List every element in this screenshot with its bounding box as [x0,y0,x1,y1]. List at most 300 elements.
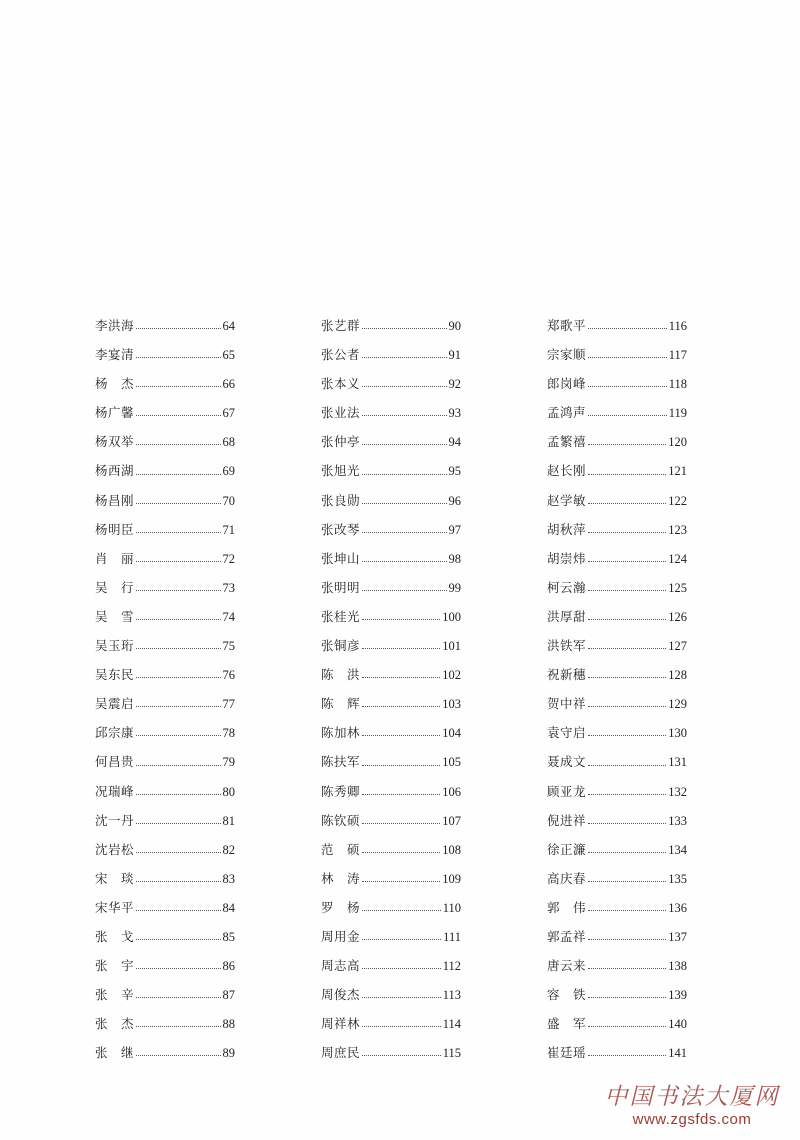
entry-name: 柯云瀚 [547,579,587,595]
entry-name: 吴震启 [95,696,135,712]
dot-leader [362,1026,441,1027]
dot-leader [588,735,666,736]
entry-name: 崔廷瑶 [547,1045,587,1061]
index-entry [321,1038,461,1067]
entry-page-number: 134 [668,842,687,857]
entry-page-number: 73 [222,580,235,595]
dot-leader [362,444,446,445]
dot-leader [588,532,666,533]
dot-leader [136,357,220,358]
dot-leader [362,357,446,358]
entry-page-number: 121 [668,464,687,479]
entry-page-number: 141 [668,1046,687,1061]
index-entry [95,777,235,806]
entry-page-number: 112 [442,959,461,974]
entry-name: 胡秋萍 [547,521,587,537]
index-entry [95,1038,235,1067]
dot-leader [588,648,666,649]
dot-leader [136,444,220,445]
entry-name: 聂成文 [547,754,587,770]
entry-page-number: 113 [442,988,461,1003]
dot-leader [362,648,440,649]
dot-leader [588,619,666,620]
dot-leader [362,706,440,707]
index-entry [321,864,461,893]
entry-name: 张改琴 [321,521,361,537]
index-entry [547,515,687,544]
dot-leader [588,415,667,416]
dot-leader [136,910,220,911]
dot-leader [362,735,440,736]
index-entry [95,486,235,515]
dot-leader [588,328,667,329]
entry-name: 宋华平 [95,899,135,915]
index-column-1 [95,311,235,1067]
dot-leader [136,415,220,416]
entry-page-number: 83 [222,871,235,886]
entry-name: 赵长刚 [547,463,587,479]
entry-page-number: 68 [222,435,235,450]
entry-name: 张 杰 [95,1016,135,1032]
index-entry [321,951,461,980]
index-entry [547,369,687,398]
entry-page-number: 65 [222,348,235,363]
entry-name: 张铜彦 [321,638,361,654]
entry-name: 顾亚龙 [547,783,587,799]
index-entry [547,806,687,835]
dot-leader [588,561,666,562]
entry-name: 杨昌刚 [95,492,135,508]
dot-leader [588,794,666,795]
dot-leader [136,706,220,707]
dot-leader [136,1055,220,1056]
entry-name: 容 铁 [547,987,587,1003]
index-entry [321,835,461,864]
dot-leader [136,1026,220,1027]
index-entry [547,689,687,718]
index-entry [321,369,461,398]
entry-page-number: 102 [442,668,461,683]
index-entry [547,660,687,689]
index-entry [95,340,235,369]
dot-leader [362,765,440,766]
dot-leader [588,357,667,358]
entry-name: 周志高 [321,958,361,974]
entry-page-number: 71 [222,522,235,537]
entry-name: 陈 洪 [321,667,361,683]
entry-page-number: 91 [448,348,461,363]
entry-name: 陈 辉 [321,696,361,712]
entry-page-number: 125 [668,580,687,595]
entry-name: 吴玉珩 [95,638,135,654]
entry-name: 杨 杰 [95,376,135,392]
dot-leader [588,881,666,882]
index-entry [547,835,687,864]
dot-leader [136,619,220,620]
index-entry [547,718,687,747]
entry-name: 倪进祥 [547,812,587,828]
entry-name: 徐正濂 [547,841,587,857]
entry-page-number: 107 [442,813,461,828]
entry-page-number: 64 [222,319,235,333]
index-entry [321,398,461,427]
entry-name: 郑歌平 [547,318,587,333]
index-entry [547,864,687,893]
entry-page-number: 78 [222,726,235,741]
entry-page-number: 96 [448,493,461,508]
index-entry [547,398,687,427]
entry-name: 张良勋 [321,492,361,508]
dot-leader [588,503,666,504]
entry-page-number: 87 [222,988,235,1003]
entry-page-number: 116 [668,319,687,333]
index-entry [321,1009,461,1038]
entry-page-number: 105 [442,755,461,770]
entry-name: 沈一丹 [95,812,135,828]
index-entry [321,980,461,1009]
index-entry [95,951,235,980]
entry-page-number: 94 [448,435,461,450]
index-column-3 [547,311,687,1067]
entry-name: 洪铁军 [547,638,587,654]
index-entry [321,311,461,340]
index-entry [95,544,235,573]
dot-leader [588,386,667,387]
index-entry [95,398,235,427]
index-entry [547,486,687,515]
entry-page-number: 89 [222,1046,235,1061]
index-entry [547,1009,687,1038]
index-entry [547,340,687,369]
index-entry [547,544,687,573]
entry-name: 范 硕 [321,841,361,857]
index-entry [321,631,461,660]
site-watermark [602,1078,782,1128]
entry-page-number: 85 [222,929,235,944]
dot-leader [362,997,441,998]
dot-leader [136,881,220,882]
entry-page-number: 72 [222,551,235,566]
entry-name: 宗家顺 [547,347,587,363]
entry-page-number: 67 [222,406,235,421]
dot-leader [588,939,666,940]
dot-leader [362,910,441,911]
index-entry [547,1038,687,1067]
entry-name: 陈加林 [321,725,361,741]
entry-name: 周祥林 [321,1016,361,1032]
dot-leader [136,765,220,766]
index-entry [321,893,461,922]
index-entry [95,893,235,922]
entry-name: 李宴清 [95,347,135,363]
entry-page-number: 79 [222,755,235,770]
index-entry [95,515,235,544]
entry-page-number: 135 [668,871,687,886]
dot-leader [588,997,666,998]
index-entry [321,515,461,544]
entry-name: 郎岗峰 [547,376,587,392]
entry-name: 陈秀卿 [321,783,361,799]
entry-name: 宋 琰 [95,870,135,886]
entry-name: 赵学敏 [547,492,587,508]
index-entry [321,689,461,718]
entry-page-number: 74 [222,609,235,624]
entry-name: 周庶民 [321,1045,361,1061]
dot-leader [362,386,446,387]
index-entry [95,660,235,689]
entry-page-number: 97 [448,522,461,537]
entry-name: 陈钦硕 [321,812,361,828]
entry-name: 陈扶军 [321,754,361,770]
entry-page-number: 69 [222,464,235,479]
index-entry [95,864,235,893]
entry-page-number: 122 [668,493,687,508]
entry-name: 况瑞峰 [95,783,135,799]
entry-page-number: 108 [442,842,461,857]
index-entry [321,777,461,806]
entry-page-number: 106 [442,784,461,799]
dot-leader [362,794,440,795]
entry-page-number: 123 [668,522,687,537]
entry-page-number: 128 [668,668,687,683]
dot-leader [588,852,666,853]
dot-leader [362,328,446,329]
entry-page-number: 127 [668,639,687,654]
entry-name: 唐云来 [547,958,587,974]
entry-name: 张 辛 [95,987,135,1003]
index-entry [547,777,687,806]
dot-leader [362,939,441,940]
entry-page-number: 132 [668,784,687,799]
index-entry [95,835,235,864]
index-entry [321,602,461,631]
dot-leader [588,590,666,591]
entry-name: 祝新穗 [547,667,587,683]
dot-leader [588,765,666,766]
index-entry [95,747,235,776]
index-entry [95,980,235,1009]
entry-page-number: 136 [668,900,687,915]
index-entry [547,747,687,776]
entry-page-number: 84 [222,900,235,915]
entry-page-number: 124 [668,551,687,566]
entry-name: 杨双举 [95,434,135,450]
dot-leader [136,532,220,533]
entry-name: 洪厚甜 [547,608,587,624]
dot-leader [136,939,220,940]
entry-page-number: 138 [668,959,687,974]
entry-page-number: 115 [442,1046,461,1061]
dot-leader [588,910,666,911]
entry-name: 张明明 [321,579,361,595]
index-entry [321,340,461,369]
entry-page-number: 75 [222,639,235,654]
index-entry [321,718,461,747]
entry-name: 张 戈 [95,928,135,944]
index-entry [547,631,687,660]
entry-page-number: 99 [448,580,461,595]
entry-name: 张仲亭 [321,434,361,450]
entry-page-number: 100 [442,609,461,624]
index-entry [547,922,687,951]
index-entry [547,951,687,980]
entry-page-number: 109 [442,871,461,886]
index-entry [547,427,687,456]
dot-leader [136,474,220,475]
entry-name: 张本义 [321,376,361,392]
dot-leader [136,503,220,504]
entry-name: 吴 行 [95,579,135,595]
entry-name: 高庆春 [547,870,587,886]
dot-leader [136,386,220,387]
index-entry [547,311,687,340]
entry-name: 吴东民 [95,667,135,683]
index-entry [321,427,461,456]
entry-page-number: 93 [448,406,461,421]
entry-page-number: 140 [668,1017,687,1032]
entry-page-number: 110 [442,900,461,915]
entry-page-number: 101 [442,639,461,654]
index-entry [547,980,687,1009]
index-entry [95,631,235,660]
dot-leader [136,997,220,998]
dot-leader [362,474,446,475]
index-entry [547,893,687,922]
index-entry [547,573,687,602]
dot-leader [362,532,446,533]
index-entry [547,602,687,631]
index-entry [321,922,461,951]
entry-page-number: 111 [443,929,461,944]
dot-leader [362,968,441,969]
entry-page-number: 95 [448,464,461,479]
entry-name: 杨明臣 [95,521,135,537]
index-entry [95,456,235,485]
index-entry [321,486,461,515]
entry-page-number: 77 [222,697,235,712]
entry-name: 张桂光 [321,608,361,624]
entry-name: 杨西湖 [95,463,135,479]
entry-name: 吴 雪 [95,608,135,624]
dot-leader [588,968,666,969]
entry-name: 张 宇 [95,958,135,974]
entry-page-number: 133 [668,813,687,828]
dot-leader [362,619,440,620]
dot-leader [136,328,220,329]
entry-name: 孟鸿声 [547,405,587,421]
entry-name: 胡崇炜 [547,550,587,566]
dot-leader [362,415,446,416]
dot-leader [136,677,220,678]
index-entry [321,806,461,835]
dot-leader [362,823,440,824]
index-entry [321,747,461,776]
entry-page-number: 117 [668,348,687,363]
index-column-2 [321,311,461,1067]
entry-name: 郭孟祥 [547,928,587,944]
dot-leader [136,735,220,736]
dot-leader [362,677,440,678]
entry-page-number: 90 [448,319,461,333]
entry-page-number: 114 [442,1017,461,1032]
entry-page-number: 129 [668,697,687,712]
entry-name: 孟繁禧 [547,434,587,450]
dot-leader [588,444,666,445]
entry-name: 罗 杨 [321,899,361,915]
index-entry [321,573,461,602]
dot-leader [362,561,446,562]
watermark-url: www.zgsfds.com [632,1111,752,1128]
dot-leader [588,677,666,678]
entry-page-number: 130 [668,726,687,741]
entry-page-number: 120 [668,435,687,450]
entry-page-number: 137 [668,929,687,944]
index-entry [95,369,235,398]
index-entry [95,311,235,340]
entry-page-number: 92 [448,377,461,392]
entry-name: 沈岩松 [95,841,135,857]
entry-name: 张公者 [321,347,361,363]
entry-name: 袁守启 [547,725,587,741]
entry-name: 林 涛 [321,870,361,886]
index-entry [95,718,235,747]
entry-name: 张业法 [321,405,361,421]
entry-page-number: 118 [668,377,687,392]
entry-name: 张艺群 [321,318,361,333]
dot-leader [136,852,220,853]
entry-page-number: 103 [442,697,461,712]
entry-page-number: 80 [222,784,235,799]
index-entry [321,660,461,689]
entry-name: 贺中祥 [547,696,587,712]
entry-name: 盛 军 [547,1016,587,1032]
entry-name: 杨广馨 [95,405,135,421]
index-entry [95,427,235,456]
entry-name: 肖 丽 [95,550,135,566]
dot-leader [588,474,666,475]
entry-name: 张旭光 [321,463,361,479]
entry-page-number: 81 [222,813,235,828]
entry-page-number: 126 [668,609,687,624]
dot-leader [588,1055,666,1056]
dot-leader [362,503,446,504]
dot-leader [362,590,446,591]
dot-leader [136,823,220,824]
index-entry [321,456,461,485]
entry-name: 周用金 [321,928,361,944]
dot-leader [136,590,220,591]
index-entry [95,1009,235,1038]
entry-name: 郭 伟 [547,899,587,915]
index-entry [95,922,235,951]
dot-leader [588,823,666,824]
index-entry [321,544,461,573]
entry-name: 张 继 [95,1045,135,1061]
entry-page-number: 70 [222,493,235,508]
dot-leader [136,968,220,969]
entry-page-number: 82 [222,842,235,857]
entry-name: 周俊杰 [321,987,361,1003]
entry-page-number: 98 [448,551,461,566]
dot-leader [588,1026,666,1027]
dot-leader [588,706,666,707]
entry-page-number: 88 [222,1017,235,1032]
dot-leader [362,1055,441,1056]
entry-page-number: 104 [442,726,461,741]
index-entry [95,602,235,631]
entry-name: 张坤山 [321,550,361,566]
entry-page-number: 86 [222,959,235,974]
